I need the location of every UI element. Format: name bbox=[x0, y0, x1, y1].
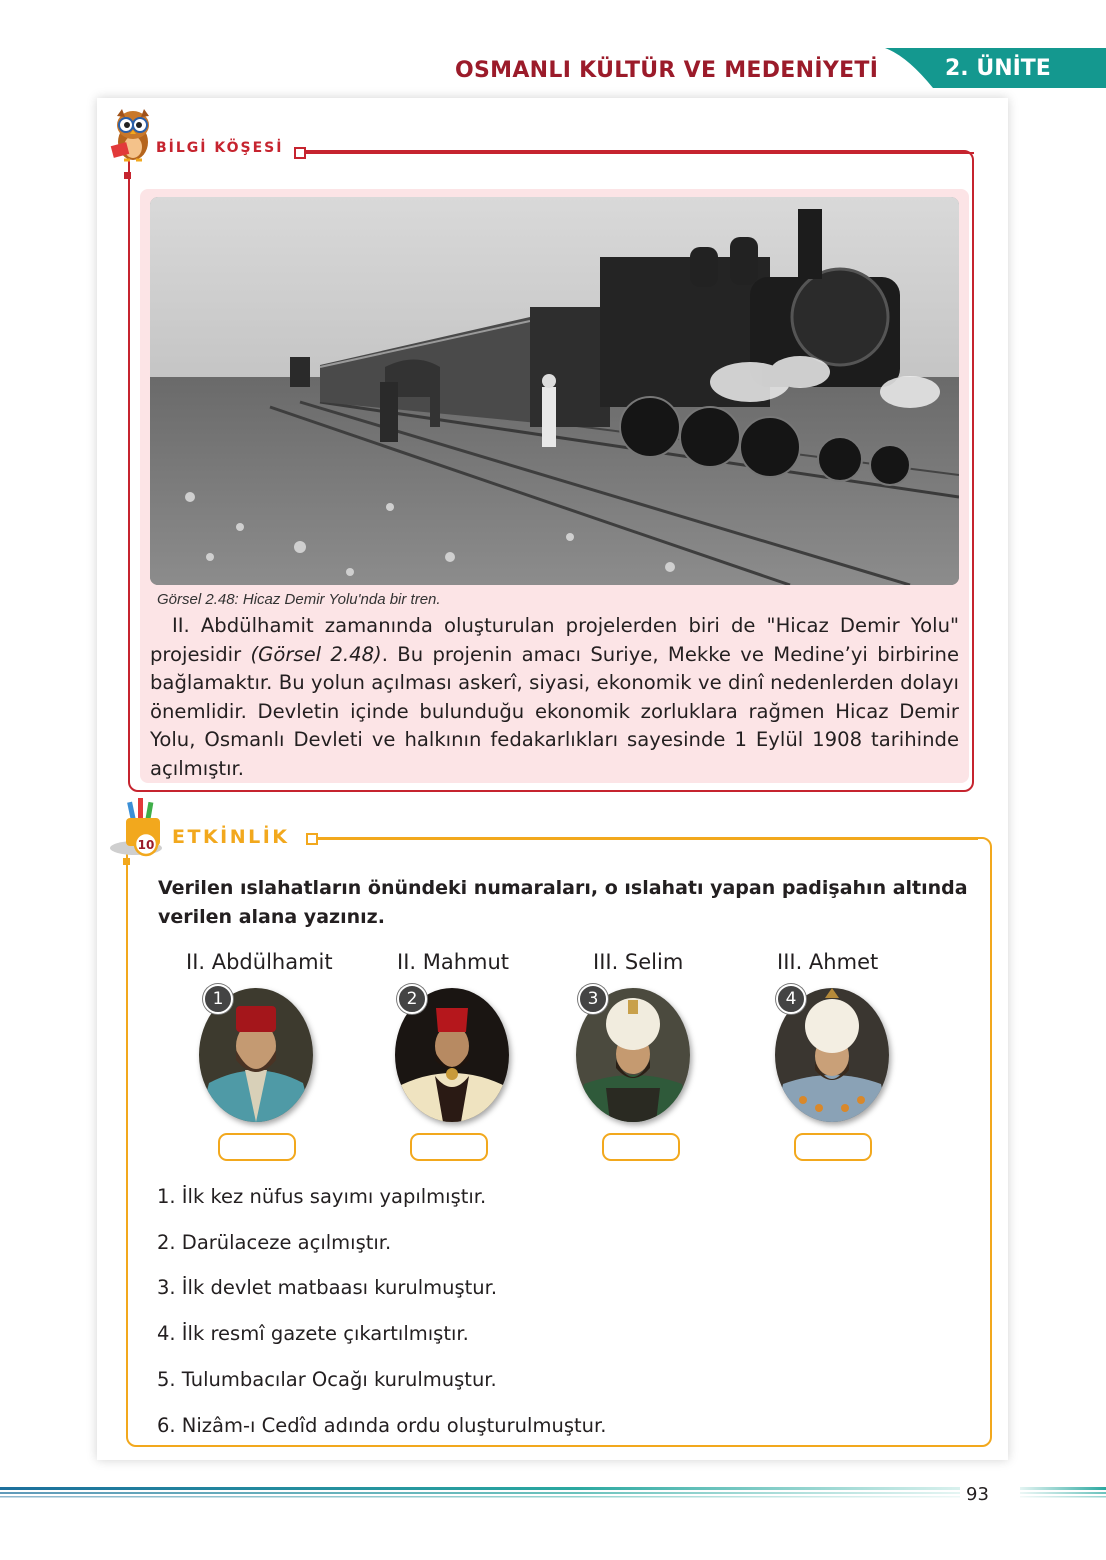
sultan-number-3: 3 bbox=[578, 984, 608, 1014]
unit-number: 2. ÜNİTE bbox=[945, 56, 1051, 81]
unit-title: OSMANLI KÜLTÜR VE MEDENİYETİ bbox=[455, 58, 879, 83]
activity-question: Verilen ıslahatların önündeki numaraları, o ıslahatı yapan padişahın altında verilen alana yazınız. bbox=[158, 877, 968, 928]
sultan-number-4: 4 bbox=[776, 984, 806, 1014]
sultan-name-mahmut: II. Mahmut bbox=[397, 950, 510, 974]
reform-item: 6. Nizâm-ı Cedîd adında ordu oluşturulmuştur. bbox=[157, 1414, 607, 1437]
answer-box-ahmet[interactable] bbox=[794, 1133, 872, 1161]
page-number: 93 bbox=[966, 1484, 989, 1505]
sultan-name-ahmet: III. Ahmet bbox=[777, 950, 879, 974]
answer-box-selim[interactable] bbox=[602, 1133, 680, 1161]
activity-label: ETKİNLİK bbox=[172, 826, 290, 848]
sultan-name-abdulhamit: II. Abdülhamit bbox=[186, 950, 333, 974]
footer-lines bbox=[0, 1486, 960, 1500]
answer-box-abdulhamit[interactable] bbox=[218, 1133, 296, 1161]
info-corner-rule bbox=[302, 152, 974, 154]
footer-lines-right bbox=[1020, 1486, 1106, 1500]
owl-icon bbox=[106, 106, 162, 164]
reform-item: 1. İlk kez nüfus sayımı yapılmıştır. bbox=[157, 1185, 487, 1208]
activity-rule bbox=[318, 838, 978, 840]
info-paragraph: II. Abdülhamit zamanında oluşturulan projelerden biri de "Hicaz Demir Yolu" projesidir (Görsel 2.48). Bu projenin amacı Suriye, Mekke ve Medine’yi birbirine bağlamaktır. Bu yolun açılması askerî, siyasi, ekonomik ve dinî nedenlerden dolayı önemlidir. Devletin içinde bulunduğu ekonomik zorluklara rağmen Hicaz Demir Yolu, Osmanlı Devleti ve halkının fedakarlıkları sayesinde 1 Eylül 1908 tarihinde açılmıştır. bbox=[150, 614, 960, 780]
answer-box-mahmut[interactable] bbox=[410, 1133, 488, 1161]
pencil-cup-icon bbox=[108, 796, 172, 858]
reform-item: 2. Darülaceze açılmıştır. bbox=[157, 1231, 392, 1254]
info-corner-label: BİLGİ KÖŞESİ bbox=[156, 140, 284, 156]
sultan-number-2: 2 bbox=[397, 984, 427, 1014]
reform-item: 5. Tulumbacılar Ocağı kurulmuştur. bbox=[157, 1368, 497, 1391]
sultan-number-1: 1 bbox=[203, 984, 233, 1014]
reform-item: 3. İlk devlet matbaası kurulmuştur. bbox=[157, 1276, 498, 1299]
photo-caption: Görsel 2.48: Hicaz Demir Yolu'nda bir tren. bbox=[157, 591, 441, 608]
sultan-name-selim: III. Selim bbox=[593, 950, 684, 974]
activity-number: 10 bbox=[137, 838, 155, 852]
unit-tab bbox=[885, 48, 1106, 88]
reform-item: 4. İlk resmî gazete çıkartılmıştır. bbox=[157, 1322, 469, 1345]
train-photo bbox=[150, 197, 959, 585]
